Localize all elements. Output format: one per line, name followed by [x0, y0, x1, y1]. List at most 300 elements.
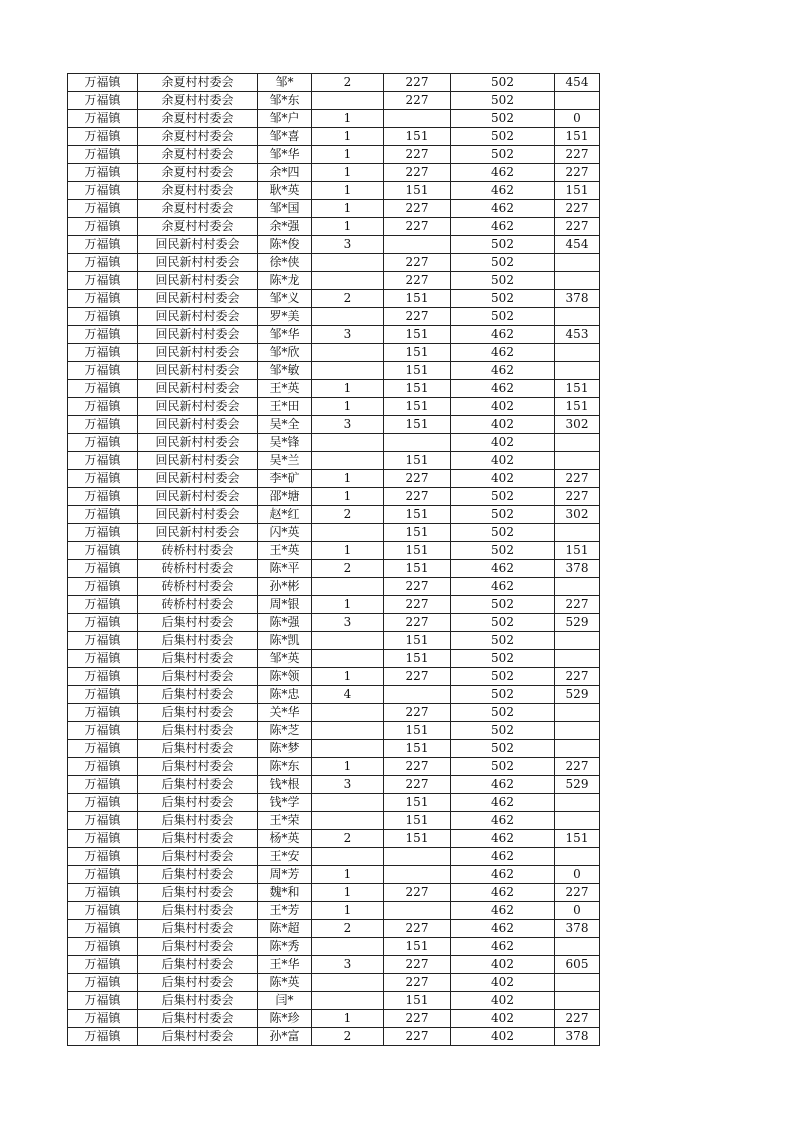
town-cell: 万福镇 — [68, 812, 138, 830]
amount-a-cell: 151 — [384, 992, 451, 1010]
village-committee-cell: 余夏村村委会 — [138, 146, 258, 164]
count-cell: 1 — [312, 884, 384, 902]
village-committee-cell: 后集村村委会 — [138, 794, 258, 812]
person-name-cell: 陈*英 — [258, 974, 312, 992]
amount-b-cell: 502 — [451, 506, 555, 524]
person-name-cell: 罗*美 — [258, 308, 312, 326]
total-cell: 302 — [555, 416, 600, 434]
village-committee-cell: 回民新村村委会 — [138, 506, 258, 524]
amount-a-cell: 227 — [384, 308, 451, 326]
total-cell — [555, 812, 600, 830]
table-row — [68, 1010, 600, 1028]
village-committee-cell: 回民新村村委会 — [138, 524, 258, 542]
village-committee-cell: 后集村村委会 — [138, 776, 258, 794]
amount-b-cell: 502 — [451, 290, 555, 308]
table-row — [68, 758, 600, 776]
table-row — [68, 794, 600, 812]
table-row — [68, 398, 600, 416]
village-committee-cell: 后集村村委会 — [138, 1028, 258, 1046]
count-cell: 1 — [312, 542, 384, 560]
village-committee-cell: 后集村村委会 — [138, 722, 258, 740]
table-row — [68, 74, 600, 92]
village-committee-cell: 后集村村委会 — [138, 992, 258, 1010]
table-row — [68, 902, 600, 920]
town-cell: 万福镇 — [68, 956, 138, 974]
total-cell — [555, 272, 600, 290]
amount-a-cell: 151 — [384, 344, 451, 362]
amount-b-cell: 502 — [451, 740, 555, 758]
village-committee-cell: 后集村村委会 — [138, 884, 258, 902]
table-row — [68, 632, 600, 650]
count-cell — [312, 254, 384, 272]
town-cell: 万福镇 — [68, 632, 138, 650]
total-cell — [555, 632, 600, 650]
amount-b-cell: 402 — [451, 974, 555, 992]
amount-a-cell — [384, 236, 451, 254]
person-name-cell: 王*芳 — [258, 902, 312, 920]
amount-a-cell: 227 — [384, 200, 451, 218]
data-table — [67, 73, 600, 1046]
amount-a-cell: 151 — [384, 524, 451, 542]
amount-b-cell: 402 — [451, 452, 555, 470]
total-cell — [555, 434, 600, 452]
person-name-cell: 陈*强 — [258, 614, 312, 632]
person-name-cell: 吴*兰 — [258, 452, 312, 470]
town-cell: 万福镇 — [68, 74, 138, 92]
amount-a-cell: 227 — [384, 74, 451, 92]
town-cell: 万福镇 — [68, 398, 138, 416]
count-cell: 1 — [312, 128, 384, 146]
count-cell: 1 — [312, 164, 384, 182]
total-cell — [555, 794, 600, 812]
table-row — [68, 524, 600, 542]
village-committee-cell: 后集村村委会 — [138, 938, 258, 956]
person-name-cell: 王*英 — [258, 542, 312, 560]
count-cell — [312, 938, 384, 956]
village-committee-cell: 后集村村委会 — [138, 812, 258, 830]
amount-b-cell: 502 — [451, 650, 555, 668]
town-cell: 万福镇 — [68, 938, 138, 956]
town-cell: 万福镇 — [68, 182, 138, 200]
table-row — [68, 866, 600, 884]
count-cell: 3 — [312, 776, 384, 794]
total-cell — [555, 938, 600, 956]
amount-b-cell: 402 — [451, 992, 555, 1010]
table-row — [68, 236, 600, 254]
table-row — [68, 722, 600, 740]
town-cell: 万福镇 — [68, 668, 138, 686]
amount-b-cell: 462 — [451, 812, 555, 830]
count-cell — [312, 848, 384, 866]
count-cell — [312, 704, 384, 722]
amount-b-cell: 462 — [451, 776, 555, 794]
amount-b-cell: 502 — [451, 488, 555, 506]
amount-a-cell: 227 — [384, 596, 451, 614]
amount-b-cell: 462 — [451, 866, 555, 884]
total-cell: 0 — [555, 902, 600, 920]
village-committee-cell: 砖桥村村委会 — [138, 596, 258, 614]
person-name-cell: 陈*凯 — [258, 632, 312, 650]
amount-b-cell: 502 — [451, 524, 555, 542]
table-row — [68, 668, 600, 686]
amount-b-cell: 502 — [451, 92, 555, 110]
village-committee-cell: 后集村村委会 — [138, 632, 258, 650]
table-row — [68, 740, 600, 758]
village-committee-cell: 回民新村村委会 — [138, 236, 258, 254]
town-cell: 万福镇 — [68, 704, 138, 722]
count-cell: 2 — [312, 920, 384, 938]
table-row — [68, 650, 600, 668]
amount-b-cell: 462 — [451, 218, 555, 236]
person-name-cell: 周*银 — [258, 596, 312, 614]
village-committee-cell: 回民新村村委会 — [138, 416, 258, 434]
total-cell: 378 — [555, 560, 600, 578]
amount-a-cell: 227 — [384, 92, 451, 110]
total-cell — [555, 722, 600, 740]
count-cell: 1 — [312, 758, 384, 776]
amount-b-cell: 502 — [451, 596, 555, 614]
amount-b-cell: 462 — [451, 884, 555, 902]
table-row — [68, 200, 600, 218]
amount-a-cell — [384, 848, 451, 866]
amount-a-cell: 151 — [384, 650, 451, 668]
person-name-cell: 周*芳 — [258, 866, 312, 884]
amount-a-cell: 151 — [384, 722, 451, 740]
count-cell: 1 — [312, 902, 384, 920]
town-cell: 万福镇 — [68, 722, 138, 740]
amount-a-cell: 227 — [384, 1028, 451, 1046]
village-committee-cell: 回民新村村委会 — [138, 362, 258, 380]
village-committee-cell: 后集村村委会 — [138, 704, 258, 722]
total-cell: 378 — [555, 1028, 600, 1046]
count-cell — [312, 974, 384, 992]
person-name-cell: 徐*侠 — [258, 254, 312, 272]
village-committee-cell: 后集村村委会 — [138, 902, 258, 920]
town-cell: 万福镇 — [68, 524, 138, 542]
amount-a-cell: 227 — [384, 1010, 451, 1028]
amount-b-cell: 402 — [451, 470, 555, 488]
village-committee-cell: 后集村村委会 — [138, 686, 258, 704]
amount-a-cell: 227 — [384, 470, 451, 488]
amount-a-cell: 151 — [384, 830, 451, 848]
village-committee-cell: 余夏村村委会 — [138, 92, 258, 110]
person-name-cell: 陈*龙 — [258, 272, 312, 290]
table-row — [68, 938, 600, 956]
amount-b-cell: 502 — [451, 632, 555, 650]
amount-a-cell: 151 — [384, 398, 451, 416]
town-cell: 万福镇 — [68, 848, 138, 866]
table-row — [68, 812, 600, 830]
amount-a-cell: 227 — [384, 614, 451, 632]
count-cell: 1 — [312, 470, 384, 488]
village-committee-cell: 回民新村村委会 — [138, 452, 258, 470]
table-row — [68, 308, 600, 326]
town-cell: 万福镇 — [68, 506, 138, 524]
total-cell: 227 — [555, 596, 600, 614]
person-name-cell: 陈*东 — [258, 758, 312, 776]
count-cell — [312, 722, 384, 740]
table-row — [68, 452, 600, 470]
person-name-cell: 陈*超 — [258, 920, 312, 938]
town-cell: 万福镇 — [68, 794, 138, 812]
town-cell: 万福镇 — [68, 326, 138, 344]
total-cell — [555, 362, 600, 380]
total-cell — [555, 452, 600, 470]
town-cell: 万福镇 — [68, 362, 138, 380]
count-cell: 1 — [312, 398, 384, 416]
amount-a-cell: 227 — [384, 704, 451, 722]
person-name-cell: 钱*学 — [258, 794, 312, 812]
count-cell — [312, 272, 384, 290]
village-committee-cell: 后集村村委会 — [138, 1010, 258, 1028]
count-cell — [312, 578, 384, 596]
person-name-cell: 邹*华 — [258, 326, 312, 344]
amount-b-cell: 502 — [451, 686, 555, 704]
town-cell: 万福镇 — [68, 830, 138, 848]
town-cell: 万福镇 — [68, 254, 138, 272]
village-committee-cell: 回民新村村委会 — [138, 434, 258, 452]
table-row — [68, 434, 600, 452]
person-name-cell: 陈*领 — [258, 668, 312, 686]
table-row — [68, 920, 600, 938]
person-name-cell: 邹*义 — [258, 290, 312, 308]
person-name-cell: 陈*芝 — [258, 722, 312, 740]
amount-b-cell: 462 — [451, 164, 555, 182]
table-row — [68, 776, 600, 794]
count-cell — [312, 794, 384, 812]
town-cell: 万福镇 — [68, 290, 138, 308]
person-name-cell: 吴*锋 — [258, 434, 312, 452]
amount-b-cell: 502 — [451, 254, 555, 272]
village-committee-cell: 余夏村村委会 — [138, 128, 258, 146]
count-cell: 1 — [312, 866, 384, 884]
village-committee-cell: 后集村村委会 — [138, 920, 258, 938]
amount-a-cell: 151 — [384, 632, 451, 650]
count-cell — [312, 92, 384, 110]
table-row — [68, 128, 600, 146]
amount-a-cell — [384, 110, 451, 128]
count-cell — [312, 740, 384, 758]
amount-a-cell: 151 — [384, 182, 451, 200]
village-committee-cell: 后集村村委会 — [138, 830, 258, 848]
total-cell: 378 — [555, 290, 600, 308]
amount-b-cell: 502 — [451, 614, 555, 632]
amount-b-cell: 462 — [451, 326, 555, 344]
total-cell: 227 — [555, 470, 600, 488]
person-name-cell: 邹*敏 — [258, 362, 312, 380]
total-cell — [555, 848, 600, 866]
town-cell: 万福镇 — [68, 560, 138, 578]
amount-a-cell: 151 — [384, 740, 451, 758]
person-name-cell: 关*华 — [258, 704, 312, 722]
amount-b-cell: 502 — [451, 758, 555, 776]
total-cell: 529 — [555, 776, 600, 794]
count-cell: 2 — [312, 290, 384, 308]
table-row — [68, 290, 600, 308]
village-committee-cell: 回民新村村委会 — [138, 488, 258, 506]
amount-a-cell: 227 — [384, 884, 451, 902]
person-name-cell: 吴*全 — [258, 416, 312, 434]
table-row — [68, 92, 600, 110]
total-cell — [555, 308, 600, 326]
total-cell: 227 — [555, 758, 600, 776]
town-cell: 万福镇 — [68, 434, 138, 452]
amount-a-cell: 227 — [384, 758, 451, 776]
amount-a-cell: 151 — [384, 812, 451, 830]
town-cell: 万福镇 — [68, 452, 138, 470]
count-cell — [312, 362, 384, 380]
town-cell: 万福镇 — [68, 614, 138, 632]
count-cell — [312, 434, 384, 452]
count-cell: 3 — [312, 614, 384, 632]
count-cell — [312, 344, 384, 362]
table-row — [68, 884, 600, 902]
person-name-cell: 王*安 — [258, 848, 312, 866]
count-cell — [312, 812, 384, 830]
amount-a-cell: 227 — [384, 254, 451, 272]
total-cell: 151 — [555, 542, 600, 560]
count-cell: 1 — [312, 380, 384, 398]
amount-b-cell: 502 — [451, 236, 555, 254]
count-cell — [312, 632, 384, 650]
town-cell: 万福镇 — [68, 236, 138, 254]
table-row — [68, 182, 600, 200]
table-row — [68, 470, 600, 488]
amount-a-cell: 151 — [384, 326, 451, 344]
village-committee-cell: 余夏村村委会 — [138, 164, 258, 182]
town-cell: 万福镇 — [68, 218, 138, 236]
amount-a-cell: 151 — [384, 938, 451, 956]
village-committee-cell: 后集村村委会 — [138, 974, 258, 992]
count-cell: 1 — [312, 110, 384, 128]
town-cell: 万福镇 — [68, 902, 138, 920]
village-committee-cell: 后集村村委会 — [138, 668, 258, 686]
village-committee-cell: 余夏村村委会 — [138, 218, 258, 236]
village-committee-cell: 余夏村村委会 — [138, 110, 258, 128]
total-cell: 605 — [555, 956, 600, 974]
total-cell — [555, 992, 600, 1010]
person-name-cell: 闫* — [258, 992, 312, 1010]
table-row — [68, 110, 600, 128]
total-cell: 302 — [555, 506, 600, 524]
amount-a-cell: 151 — [384, 542, 451, 560]
person-name-cell: 闪*英 — [258, 524, 312, 542]
person-name-cell: 魏*和 — [258, 884, 312, 902]
count-cell: 2 — [312, 560, 384, 578]
town-cell: 万福镇 — [68, 596, 138, 614]
village-committee-cell: 后集村村委会 — [138, 758, 258, 776]
amount-a-cell: 151 — [384, 380, 451, 398]
village-committee-cell: 后集村村委会 — [138, 956, 258, 974]
person-name-cell: 钱*根 — [258, 776, 312, 794]
person-name-cell: 邹*喜 — [258, 128, 312, 146]
total-cell: 529 — [555, 686, 600, 704]
town-cell: 万福镇 — [68, 200, 138, 218]
table-row — [68, 1028, 600, 1046]
village-committee-cell: 砖桥村村委会 — [138, 578, 258, 596]
table-row — [68, 542, 600, 560]
table-row — [68, 416, 600, 434]
amount-b-cell: 502 — [451, 542, 555, 560]
total-cell: 227 — [555, 218, 600, 236]
total-cell: 453 — [555, 326, 600, 344]
amount-a-cell: 151 — [384, 506, 451, 524]
count-cell — [312, 308, 384, 326]
table-row — [68, 830, 600, 848]
total-cell: 454 — [555, 74, 600, 92]
village-committee-cell: 回民新村村委会 — [138, 272, 258, 290]
total-cell: 151 — [555, 398, 600, 416]
town-cell: 万福镇 — [68, 758, 138, 776]
amount-b-cell: 502 — [451, 308, 555, 326]
village-committee-cell: 砖桥村村委会 — [138, 560, 258, 578]
total-cell — [555, 524, 600, 542]
person-name-cell: 陈*梦 — [258, 740, 312, 758]
village-committee-cell: 后集村村委会 — [138, 740, 258, 758]
amount-a-cell: 227 — [384, 218, 451, 236]
town-cell: 万福镇 — [68, 974, 138, 992]
table-row — [68, 380, 600, 398]
amount-b-cell: 402 — [451, 1028, 555, 1046]
table-row — [68, 326, 600, 344]
town-cell: 万福镇 — [68, 110, 138, 128]
amount-a-cell: 151 — [384, 128, 451, 146]
count-cell — [312, 452, 384, 470]
town-cell: 万福镇 — [68, 650, 138, 668]
person-name-cell: 邵*塘 — [258, 488, 312, 506]
amount-a-cell: 227 — [384, 272, 451, 290]
count-cell: 3 — [312, 416, 384, 434]
village-committee-cell: 回民新村村委会 — [138, 254, 258, 272]
total-cell: 151 — [555, 182, 600, 200]
total-cell — [555, 344, 600, 362]
count-cell: 1 — [312, 596, 384, 614]
amount-a-cell: 151 — [384, 794, 451, 812]
table-row — [68, 254, 600, 272]
total-cell — [555, 578, 600, 596]
table-row — [68, 146, 600, 164]
total-cell: 0 — [555, 110, 600, 128]
village-committee-cell: 回民新村村委会 — [138, 308, 258, 326]
person-name-cell: 孙*富 — [258, 1028, 312, 1046]
person-name-cell: 陈*珍 — [258, 1010, 312, 1028]
town-cell: 万福镇 — [68, 308, 138, 326]
table-row — [68, 272, 600, 290]
town-cell: 万福镇 — [68, 416, 138, 434]
amount-b-cell: 462 — [451, 830, 555, 848]
table-row — [68, 488, 600, 506]
amount-b-cell: 502 — [451, 128, 555, 146]
person-name-cell: 王*英 — [258, 380, 312, 398]
village-committee-cell: 回民新村村委会 — [138, 470, 258, 488]
person-name-cell: 陈*秀 — [258, 938, 312, 956]
amount-a-cell: 227 — [384, 956, 451, 974]
total-cell: 0 — [555, 866, 600, 884]
town-cell: 万福镇 — [68, 740, 138, 758]
amount-a-cell: 227 — [384, 776, 451, 794]
total-cell — [555, 740, 600, 758]
amount-a-cell — [384, 686, 451, 704]
person-name-cell: 赵*红 — [258, 506, 312, 524]
person-name-cell: 陈*平 — [258, 560, 312, 578]
amount-a-cell: 151 — [384, 290, 451, 308]
table-row — [68, 992, 600, 1010]
village-committee-cell: 回民新村村委会 — [138, 326, 258, 344]
total-cell: 227 — [555, 146, 600, 164]
count-cell: 3 — [312, 236, 384, 254]
total-cell: 378 — [555, 920, 600, 938]
amount-a-cell: 227 — [384, 164, 451, 182]
